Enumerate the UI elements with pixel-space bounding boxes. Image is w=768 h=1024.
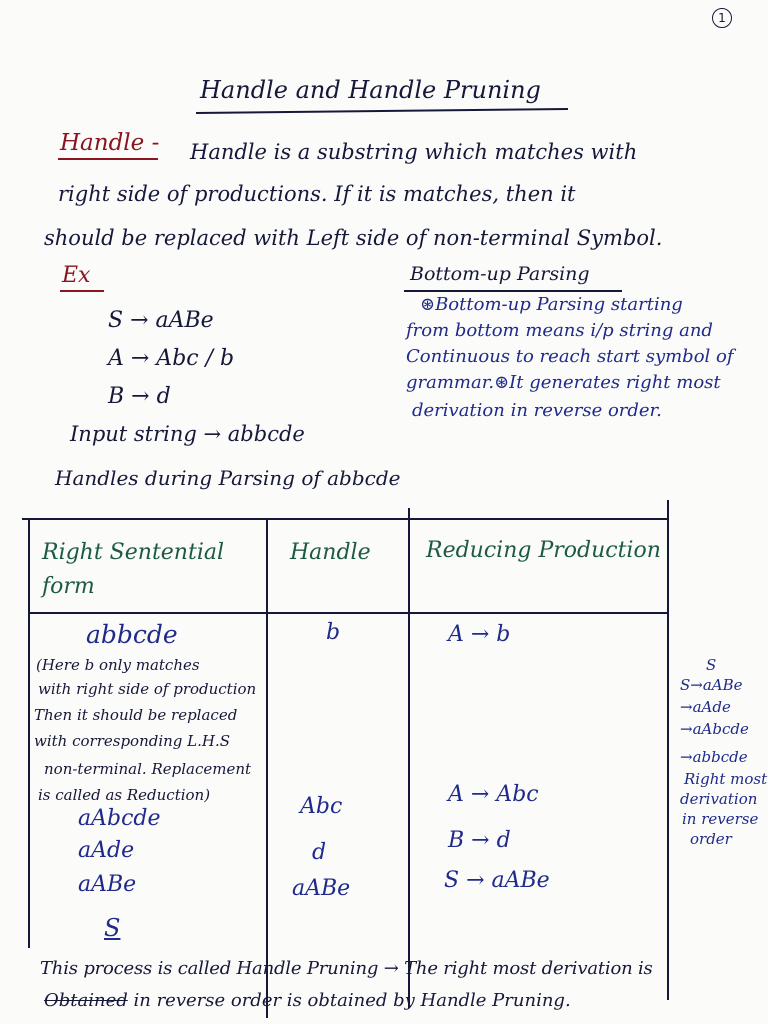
table-right-border (667, 500, 669, 1000)
handle-definition-line-2: right side of productions. If it is matches, then it (58, 182, 576, 206)
title-underline (196, 108, 568, 114)
side-caption-line-2: derivation (680, 790, 758, 808)
handle-label-underline (58, 158, 158, 160)
row-2-handle: Abc (300, 794, 343, 819)
example-label: Ex (62, 263, 91, 288)
table-header-border (28, 612, 668, 614)
side-caption-line-1: Right most (684, 770, 768, 788)
bottom-up-line-5: derivation in reverse order. (412, 400, 662, 421)
note-line-3: Then it should be replaced (34, 706, 238, 724)
row-5-form: S (104, 914, 121, 942)
conclusion-struck-word: Obtained (44, 990, 128, 1011)
header-right-sentential-text: Right Sentential form (42, 540, 225, 599)
conclusion-line-2 (44, 990, 571, 1011)
production-3: B → d (108, 384, 171, 409)
conclusion-line-1: This process is called Handle Pruning → The right most derivation is (40, 958, 653, 979)
row-2-form: aAbcde (78, 806, 161, 831)
handles-during-caption: Handles during Parsing of abbcde (55, 466, 401, 490)
conclusion-line-2-rest: in reverse order is obtained by Handle Pruning. (127, 990, 571, 1011)
side-derivation-line-1: S (706, 656, 717, 674)
handle-label: Handle - (60, 130, 160, 156)
side-derivation-line-2: S→aABe (680, 676, 743, 694)
note-line-5: non-terminal. Replacement (44, 760, 252, 778)
side-derivation-line-4: →aAbcde (680, 720, 749, 738)
production-2: A → Abc / b (108, 346, 235, 371)
example-label-underline (60, 290, 104, 292)
side-derivation-line-5: →abbcde (680, 748, 748, 766)
note-line-2: with right side of production (38, 680, 257, 698)
note-line-6: is called as Reduction) (38, 786, 211, 804)
header-right-sentential (42, 536, 232, 604)
bottom-up-line-2: from bottom means i/p string and (406, 320, 713, 341)
row-3-handle: d (312, 840, 327, 865)
handle-definition-line-1: Handle is a substring which matches with (190, 140, 638, 164)
bottom-up-title-underline (404, 290, 622, 292)
header-handle: Handle (290, 540, 371, 565)
row-1-handle: b (326, 620, 341, 645)
row-1-form: abbcde (86, 620, 178, 649)
bottom-up-line-1: ⊛Bottom-up Parsing starting (420, 294, 683, 315)
production-1: S → aABe (108, 308, 214, 333)
row-4-production: S → aABe (444, 868, 550, 893)
page-title: Handle and Handle Pruning (200, 76, 541, 104)
row-3-form: aAde (78, 838, 135, 863)
side-caption-line-4: order (690, 830, 732, 848)
note-line-4: with corresponding L.H.S (34, 732, 231, 750)
handle-definition-line-3: should be replaced with Left side of non-terminal Symbol. (44, 226, 663, 250)
page-number: 1 (712, 8, 732, 28)
row-3-production: B → d (448, 828, 511, 853)
row-4-handle: aABe (292, 876, 351, 901)
input-string: Input string → abbcde (70, 422, 305, 446)
row-2-production: A → Abc (448, 782, 539, 807)
bottom-up-line-4: grammar.⊛It generates right most (406, 372, 721, 393)
table-divider-1 (266, 518, 268, 1018)
note-line-1: (Here b only matches (36, 656, 200, 674)
bottom-up-line-3: Continuous to reach start symbol of (406, 346, 734, 367)
row-1-production: A → b (448, 622, 511, 647)
row-4-form: aABe (78, 872, 137, 897)
table-top-border (22, 518, 668, 520)
side-derivation-line-3: →aAde (680, 698, 731, 716)
side-caption-line-3: in reverse (682, 810, 759, 828)
bottom-up-title: Bottom-up Parsing (410, 263, 590, 285)
table-divider-2 (408, 508, 410, 1008)
header-reducing-production: Reducing Production (426, 538, 661, 563)
table-left-border (28, 518, 30, 948)
